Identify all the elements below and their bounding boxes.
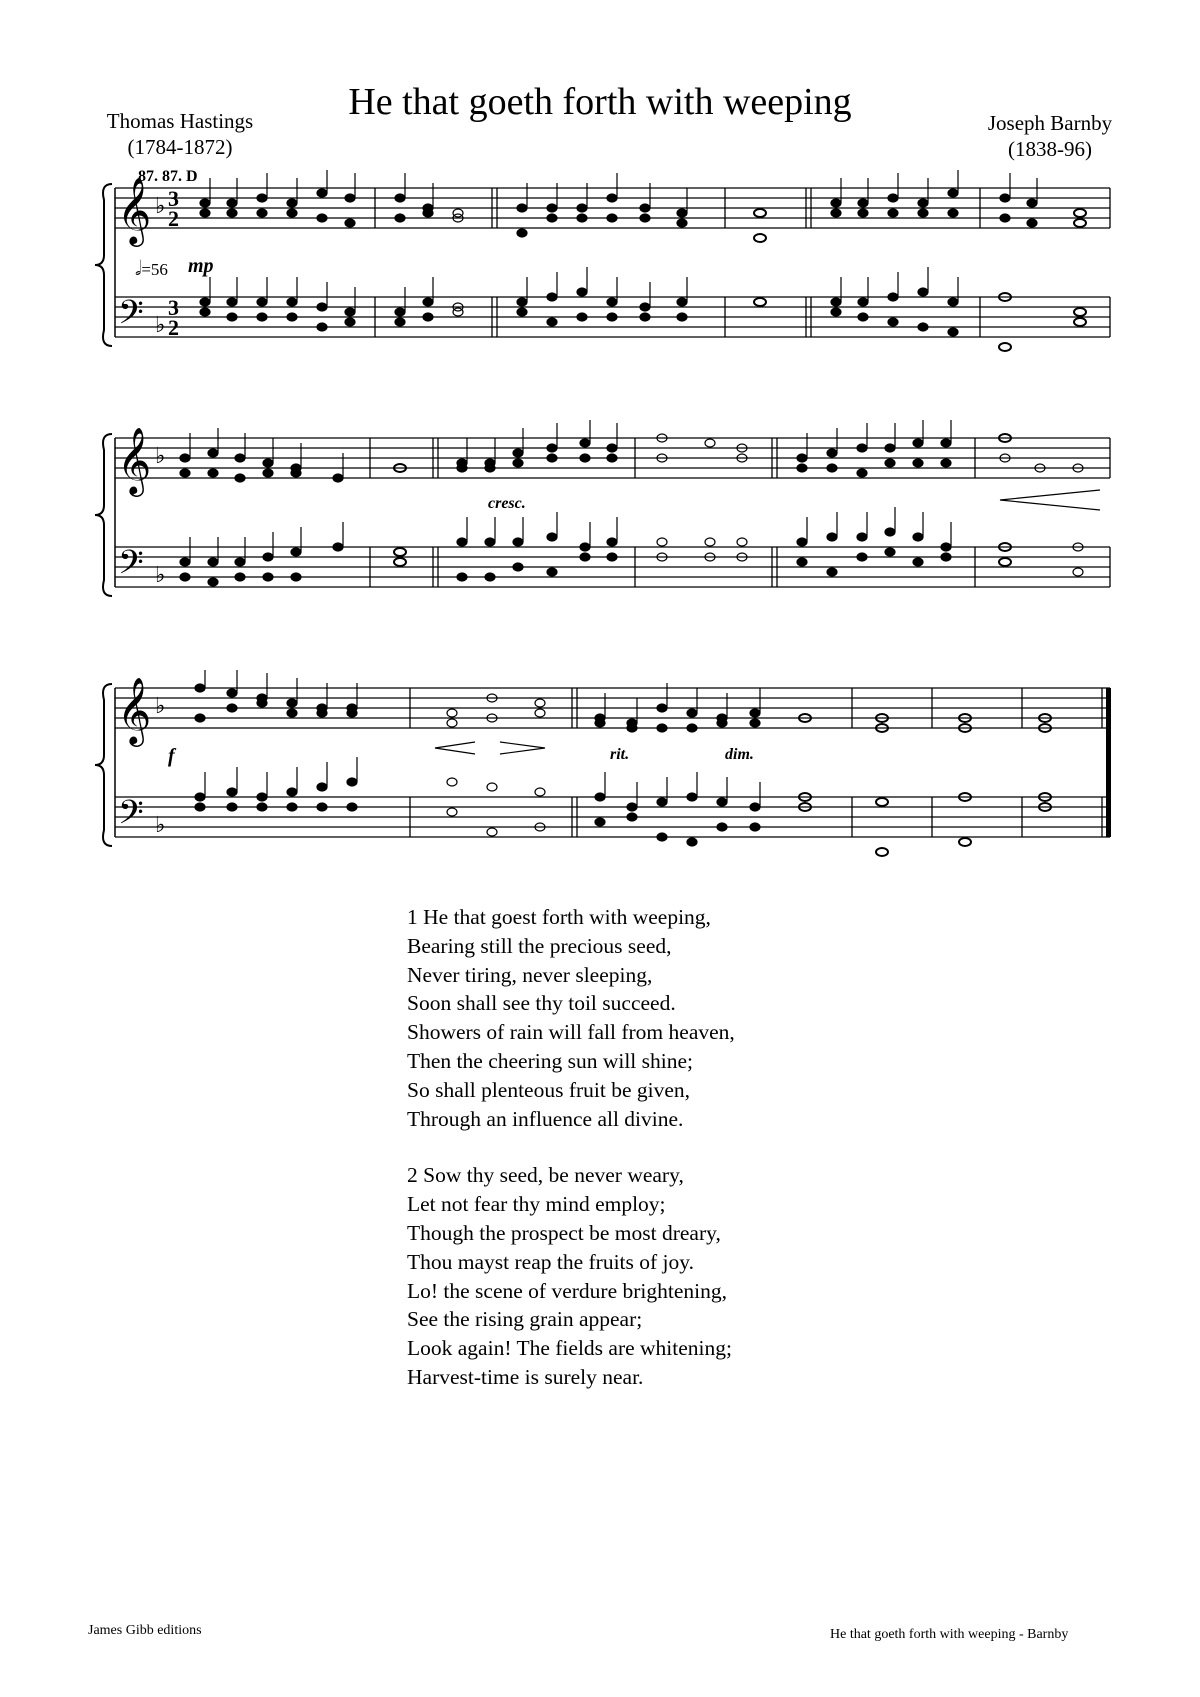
lyric-line: Let not fear thy mind employ;	[407, 1192, 666, 1217]
dynamic-dim: dim.	[725, 746, 754, 763]
composer-dates: (1838-96)	[1008, 137, 1092, 161]
time-signature-top: 3	[168, 295, 179, 320]
crescendo-hairpin	[1000, 490, 1100, 510]
score-system-2	[0, 420, 1200, 630]
lyric-line: Harvest-time is surely near.	[407, 1364, 644, 1389]
score-system-3	[0, 670, 1200, 880]
hymn-title: He that goeth forth with weeping	[348, 81, 852, 123]
system-brace	[95, 184, 112, 346]
lyricist-dates: (1784-1872)	[127, 135, 233, 159]
system-brace	[95, 684, 112, 846]
hymn-lyrics	[407, 903, 735, 1420]
dynamic-rit: rit.	[610, 746, 630, 763]
dynamic-mp: mp	[188, 255, 214, 277]
lyric-line: Lo! the scene of verdure brightening,	[407, 1278, 727, 1303]
lyricist-name: Thomas Hastings	[106, 109, 254, 133]
bass-clef-icon: 𝄢	[118, 544, 144, 590]
verse-2	[407, 1161, 735, 1391]
meter-label: 87. 87. D	[138, 168, 198, 185]
barlines	[375, 188, 1110, 337]
dynamic-cresc: cresc.	[488, 495, 526, 512]
half-note-icon: 𝅗𝅥	[135, 258, 142, 280]
lyric-line: Soon shall see thy toil succeed.	[407, 991, 676, 1016]
flat-key-signature-icon: ♭	[155, 444, 166, 469]
time-signature-bottom: 2	[168, 315, 179, 340]
decrescendo-hairpin	[500, 742, 545, 754]
lyric-line: So shall plenteous fruit be given,	[407, 1077, 691, 1102]
tempo-value: =56	[141, 260, 168, 279]
composer-name: Joseph Barnby	[987, 111, 1113, 135]
dynamic-f: f	[168, 745, 175, 767]
score-system-1	[0, 170, 1200, 380]
lyric-line: Thou mayst reap the fruits of joy.	[407, 1249, 694, 1274]
barlines	[370, 438, 1110, 587]
lyric-line: Bearing still the precious seed,	[407, 933, 672, 958]
crescendo-hairpin	[435, 742, 475, 754]
lyric-line: Through an influence all divine.	[407, 1106, 684, 1131]
verse-1	[407, 903, 735, 1133]
footer-publisher: James Gibb editions	[88, 1623, 202, 1638]
composer-credit	[950, 110, 1150, 162]
notes	[200, 170, 1086, 351]
lyric-line: Though the prospect be most dreary,	[407, 1220, 721, 1245]
lyric-line: Never tiring, never sleeping,	[407, 962, 653, 987]
treble-clef-icon: 𝄞	[117, 176, 152, 244]
lyric-line: Then the cheering sun will shine;	[407, 1048, 693, 1073]
treble-clef-icon: 𝄞	[117, 426, 152, 494]
notes	[180, 420, 1083, 586]
time-signature-top: 3	[168, 186, 179, 211]
lyric-line: 1 He that goest forth with weeping,	[407, 905, 711, 929]
bass-clef-icon: 𝄢	[118, 794, 144, 840]
flat-key-signature-icon: ♭	[155, 194, 166, 219]
bass-clef-icon: 𝄢	[118, 294, 144, 340]
lyricist-credit	[70, 108, 290, 160]
final-barline	[1106, 688, 1111, 837]
flat-key-signature-icon: ♭	[155, 813, 166, 838]
time-signature-bottom: 2	[168, 206, 179, 231]
lyric-line: Showers of rain will fall from heaven,	[407, 1020, 735, 1045]
system-brace	[95, 434, 112, 596]
flat-key-signature-icon: ♭	[155, 563, 166, 588]
treble-clef-icon: 𝄞	[117, 676, 152, 744]
lyric-line: 2 Sow thy seed, be never weary,	[407, 1163, 684, 1188]
lyric-line: See the rising grain appear;	[407, 1307, 643, 1332]
footer-page-title: He that goeth forth with weeping - Barnby	[830, 1627, 1069, 1642]
lyric-line: Look again! The fields are whitening;	[407, 1336, 732, 1361]
flat-key-signature-icon: ♭	[155, 694, 166, 719]
flat-key-signature-icon: ♭	[155, 313, 166, 338]
